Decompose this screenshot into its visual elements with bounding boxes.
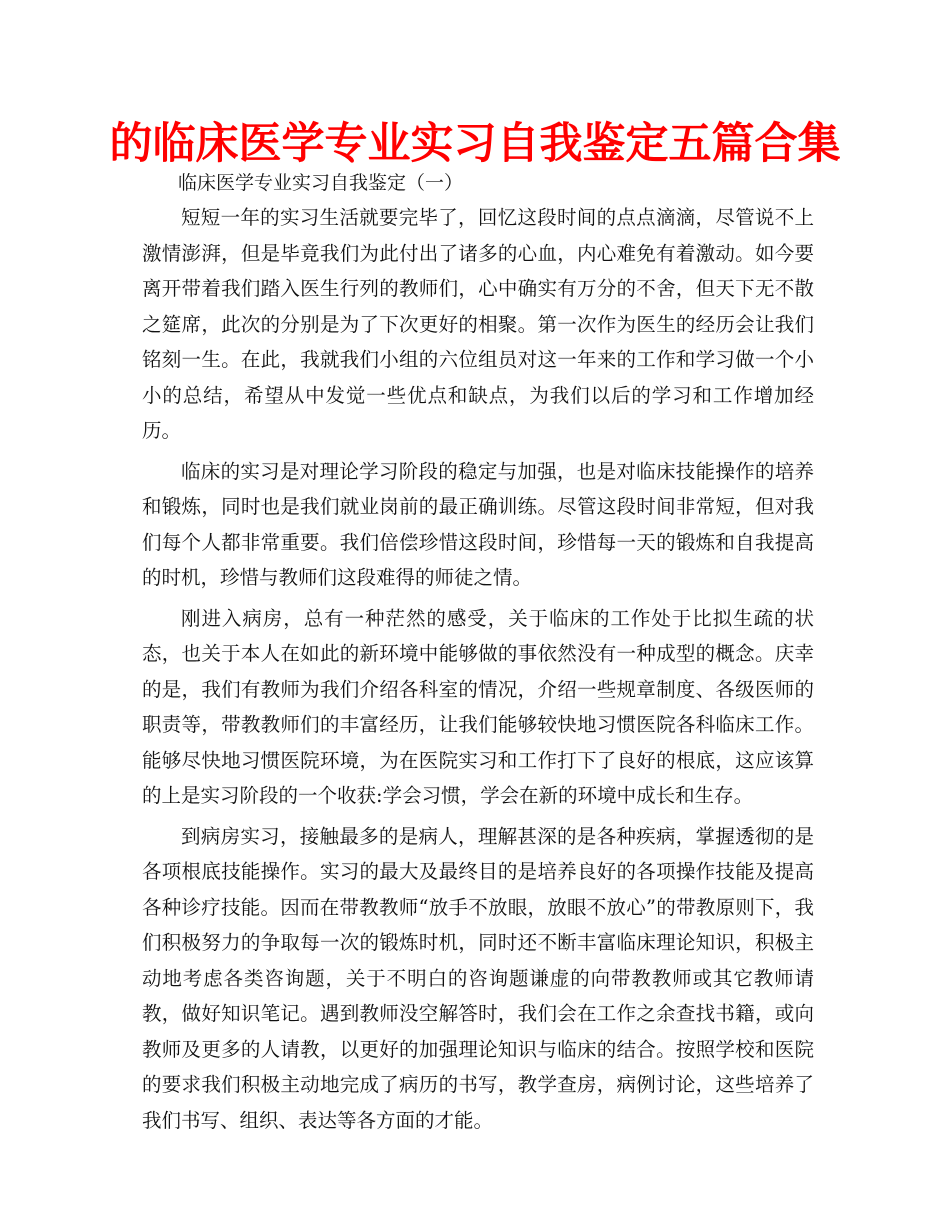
paragraph: 到病房实习，接触最多的是病人，理解甚深的是各种疾病，掌握透彻的是各项根底技能操作。实习的最大及最终目的是培养良好的各项操作技能及提高各种诊疗技能。因而在带教教师“放手不放眼，放眼不放心”的带教原则下，我们积极努力的争取每一次的锻炼时机，同时还不断丰富临床理论知识，积极主动地考虑各类咨询题，关于不明白的咨询题谦虚的向带教教师或其它教师请教，做好知识笔记。遇到教师没空解答时，我们会在工作之余查找书籍，或向教师及更多的人请教，以更好的加强理论知识与临床的结合。按照学校和医院的要求我们积极主动地完成了病历的书写，教学查房，病例讨论，这些培养了我们书写、组织、表达等各方面的才能。	[142, 824, 814, 1132]
paragraph: 刚进入病房，总有一种茫然的感受，关于临床的工作处于比拟生疏的状态，也关于本人在如此的新环境中能够做的事依然没有一种成型的概念。庆幸的是，我们有教师为我们介绍各科室的情况，介绍一些规章制度、各级医师的职责等，带教教师们的丰富经历，让我们能够较快地习惯医院各科临床工作。能够尽快地习惯医院环境，为在医院实习和工作打下了良好的根底，这应该算的上是实习阶段的一个收获:学会习惯，学会在新的环境中成长和生存。	[142, 606, 814, 807]
paragraph: 短短一年的实习生活就要完毕了，回忆这段时间的点点滴滴，尽管说不上激情澎湃，但是毕竟我们为此付出了诸多的心血，内心难免有着激动。如今要离开带着我们踏入医生行列的教师们，心中确实有万分的不舍，但天下无不散之筵席，此次的分别是为了下次更好的相聚。第一次作为医生的经历会让我们铭刻一生。在此，我就我们小组的六位组员对这一年来的工作和学习做一个小小的总结，希望从中发觉一些优点和缺点，为我们以后的学习和工作增加经历。	[142, 206, 814, 442]
paragraph: 临床的实习是对理论学习阶段的稳定与加强，也是对临床技能操作的培养和锻炼，同时也是我们就业岗前的最正确训练。尽管这段时间非常短，但对我们每个人都非常重要。我们倍偿珍惜这段时间，珍惜每一天的锻炼和自我提高的时机，珍惜与教师们这段难得的师徒之情。	[142, 459, 814, 589]
document-title: 的临床医学专业实习自我鉴定五篇合集	[109, 119, 841, 169]
section-heading: 临床医学专业实习自我鉴定（一）	[178, 172, 464, 194]
document-body	[142, 200, 814, 1138]
